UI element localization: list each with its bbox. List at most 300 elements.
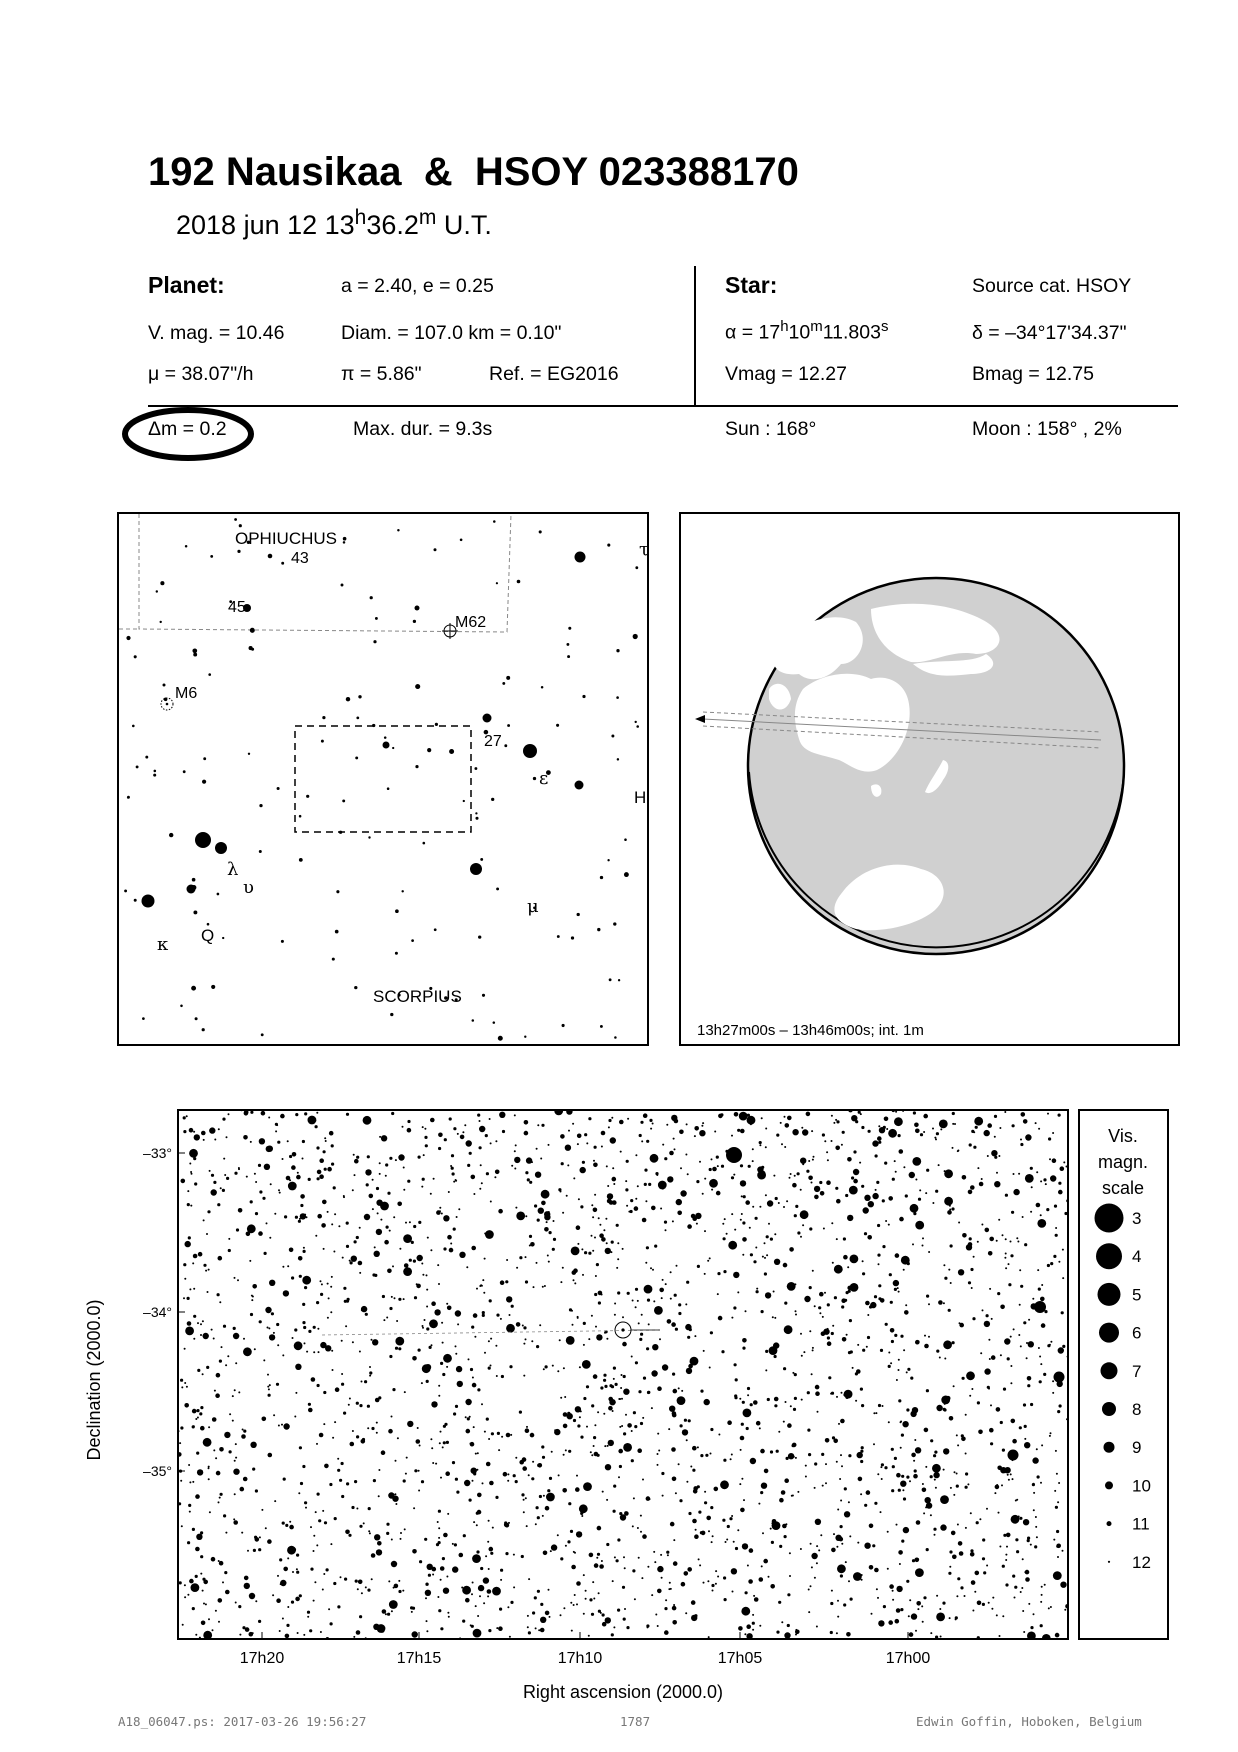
field-star bbox=[189, 1579, 194, 1584]
finder-star bbox=[496, 887, 499, 890]
field-star bbox=[677, 1211, 682, 1216]
field-star bbox=[672, 1373, 675, 1376]
planet-parallax: π = 5.86" bbox=[341, 363, 422, 385]
field-star bbox=[523, 1511, 525, 1513]
field-star bbox=[914, 1469, 917, 1472]
field-star bbox=[295, 1113, 298, 1116]
field-star bbox=[603, 1413, 605, 1415]
field-star bbox=[218, 1501, 220, 1503]
field-star bbox=[640, 1515, 642, 1517]
field-star bbox=[657, 1433, 659, 1435]
field-star bbox=[286, 1176, 291, 1181]
planet-motion: μ = 38.07"/h bbox=[148, 363, 254, 385]
field-star bbox=[808, 1453, 811, 1456]
field-star bbox=[573, 1279, 575, 1281]
field-star bbox=[951, 1531, 956, 1536]
field-star bbox=[303, 1326, 306, 1329]
field-star bbox=[1030, 1167, 1033, 1170]
legend-magnitude-label: 5 bbox=[1132, 1285, 1142, 1305]
field-star bbox=[1062, 1550, 1064, 1552]
finder-star bbox=[160, 621, 162, 623]
field-star bbox=[901, 1475, 904, 1478]
field-star bbox=[319, 1174, 324, 1179]
field-star bbox=[514, 1114, 516, 1116]
field-star bbox=[1059, 1404, 1062, 1407]
finder-star bbox=[571, 936, 574, 939]
field-star bbox=[455, 1405, 458, 1408]
field-star bbox=[183, 1297, 185, 1299]
field-star bbox=[698, 1558, 700, 1560]
field-star bbox=[831, 1222, 833, 1224]
finder-star bbox=[336, 890, 339, 893]
field-star bbox=[794, 1214, 797, 1217]
field-star bbox=[250, 1594, 252, 1596]
field-star bbox=[655, 1614, 657, 1616]
field-star bbox=[717, 1293, 719, 1295]
legend-magnitude-label: 12 bbox=[1132, 1552, 1151, 1572]
field-star bbox=[915, 1179, 917, 1181]
field-star bbox=[1013, 1173, 1015, 1175]
field-star bbox=[935, 1190, 938, 1193]
field-star bbox=[685, 1612, 687, 1614]
field-star bbox=[653, 1551, 655, 1553]
field-star bbox=[637, 1448, 642, 1453]
finder-star bbox=[191, 986, 196, 991]
field-star bbox=[753, 1400, 758, 1405]
field-star bbox=[948, 1344, 950, 1346]
field-star bbox=[1035, 1516, 1037, 1518]
field-star bbox=[770, 1584, 775, 1589]
field-star bbox=[521, 1555, 524, 1558]
field-star bbox=[376, 1432, 378, 1434]
field-star bbox=[278, 1189, 280, 1191]
field-star bbox=[523, 1343, 525, 1345]
field-star bbox=[625, 1414, 627, 1416]
field-star bbox=[417, 1255, 423, 1261]
field-star bbox=[282, 1266, 284, 1268]
field-star bbox=[1050, 1432, 1052, 1434]
field-star bbox=[272, 1594, 274, 1596]
field-star bbox=[361, 1592, 363, 1594]
field-star bbox=[220, 1187, 222, 1189]
field-star bbox=[523, 1499, 525, 1501]
field-star bbox=[847, 1157, 852, 1162]
field-star bbox=[952, 1112, 955, 1115]
field-star bbox=[328, 1608, 330, 1610]
dec-tick-label: –34° bbox=[143, 1304, 172, 1320]
field-star bbox=[1002, 1449, 1005, 1452]
field-star bbox=[289, 1248, 294, 1253]
field-star bbox=[218, 1598, 223, 1603]
field-star bbox=[744, 1633, 746, 1635]
field-star bbox=[860, 1388, 863, 1391]
field-star bbox=[637, 1185, 639, 1187]
finder-star bbox=[504, 744, 507, 747]
field-star bbox=[576, 1581, 581, 1586]
field-star bbox=[704, 1491, 706, 1493]
field-star bbox=[387, 1613, 390, 1616]
field-star bbox=[268, 1394, 271, 1397]
field-star bbox=[1001, 1484, 1003, 1486]
field-star bbox=[722, 1519, 725, 1522]
field-star bbox=[386, 1226, 389, 1229]
field-star bbox=[606, 1499, 608, 1501]
field-star bbox=[588, 1117, 591, 1120]
field-star bbox=[456, 1491, 459, 1494]
field-star bbox=[764, 1257, 766, 1259]
field-star bbox=[949, 1416, 954, 1421]
star-field-chart bbox=[60, 1090, 1180, 1720]
field-star bbox=[326, 1568, 329, 1571]
finder-star bbox=[482, 994, 485, 997]
field-star bbox=[725, 1541, 727, 1543]
field-star bbox=[1005, 1559, 1007, 1561]
field-star bbox=[186, 1115, 188, 1117]
field-star bbox=[1000, 1421, 1003, 1424]
field-star bbox=[259, 1320, 262, 1323]
field-star bbox=[542, 1456, 545, 1459]
field-star bbox=[598, 1301, 601, 1304]
field-star bbox=[1062, 1345, 1065, 1348]
field-star bbox=[699, 1161, 701, 1163]
field-star bbox=[590, 1451, 592, 1453]
field-star bbox=[645, 1200, 647, 1202]
field-star bbox=[765, 1146, 767, 1148]
field-star bbox=[816, 1545, 818, 1547]
field-star bbox=[662, 1364, 668, 1370]
field-star bbox=[1012, 1478, 1014, 1480]
finder-chart-canvas bbox=[119, 514, 647, 1044]
field-star bbox=[337, 1458, 339, 1460]
field-star bbox=[322, 1510, 324, 1512]
field-star bbox=[888, 1129, 897, 1138]
field-star bbox=[304, 1501, 307, 1504]
field-star bbox=[218, 1256, 223, 1261]
field-star bbox=[302, 1465, 305, 1468]
field-star bbox=[568, 1130, 570, 1132]
field-star bbox=[853, 1179, 858, 1184]
field-star bbox=[346, 1222, 349, 1225]
field-star bbox=[914, 1209, 916, 1211]
field-star bbox=[313, 1600, 315, 1602]
field-star bbox=[423, 1154, 425, 1156]
field-star bbox=[287, 1140, 289, 1142]
field-star bbox=[425, 1364, 431, 1370]
field-star bbox=[635, 1198, 637, 1200]
field-star bbox=[670, 1298, 672, 1300]
finder-star bbox=[507, 724, 510, 727]
field-star bbox=[608, 1440, 614, 1446]
field-star bbox=[546, 1221, 548, 1223]
field-star bbox=[1058, 1190, 1063, 1195]
field-star bbox=[505, 1280, 508, 1283]
field-star bbox=[439, 1210, 441, 1212]
field-star bbox=[923, 1131, 925, 1133]
field-star bbox=[700, 1454, 703, 1457]
field-star bbox=[389, 1600, 398, 1609]
star-ra-h: h bbox=[780, 318, 789, 335]
field-star bbox=[294, 1416, 296, 1418]
field-star bbox=[495, 1170, 500, 1175]
field-star bbox=[673, 1389, 678, 1394]
field-star bbox=[505, 1523, 510, 1528]
field-star bbox=[996, 1614, 998, 1616]
field-star bbox=[1056, 1473, 1058, 1475]
field-star bbox=[717, 1576, 719, 1578]
field-star bbox=[381, 1135, 387, 1141]
field-star bbox=[600, 1386, 603, 1389]
field-star bbox=[418, 1490, 420, 1492]
field-star bbox=[223, 1514, 226, 1517]
field-star bbox=[281, 1424, 283, 1426]
field-star bbox=[907, 1262, 910, 1265]
field-star bbox=[448, 1191, 450, 1193]
field-star bbox=[394, 1297, 396, 1299]
field-star bbox=[676, 1199, 682, 1205]
field-star bbox=[670, 1522, 675, 1527]
field-star bbox=[617, 1242, 619, 1244]
field-star bbox=[571, 1565, 576, 1570]
field-star bbox=[967, 1483, 969, 1485]
field-star bbox=[347, 1298, 350, 1301]
field-star bbox=[718, 1434, 720, 1436]
finder-star bbox=[413, 620, 416, 623]
field-star bbox=[440, 1566, 445, 1571]
legend-magnitude-label: 8 bbox=[1132, 1400, 1142, 1419]
field-star bbox=[1060, 1582, 1066, 1588]
field-star bbox=[687, 1224, 692, 1229]
field-star bbox=[968, 1281, 971, 1284]
field-star bbox=[439, 1207, 441, 1209]
field-star bbox=[310, 1568, 313, 1571]
field-star bbox=[451, 1167, 454, 1170]
field-star bbox=[697, 1446, 699, 1448]
field-star bbox=[779, 1545, 782, 1548]
field-star bbox=[560, 1397, 562, 1399]
field-star bbox=[1054, 1490, 1056, 1492]
field-star bbox=[975, 1571, 980, 1576]
field-star bbox=[238, 1167, 240, 1169]
field-star bbox=[986, 1508, 988, 1510]
field-star bbox=[613, 1510, 616, 1513]
field-star bbox=[752, 1206, 754, 1208]
field-star bbox=[1032, 1298, 1034, 1300]
field-star bbox=[359, 1351, 361, 1353]
finder-star bbox=[435, 723, 438, 726]
field-star bbox=[208, 1467, 210, 1469]
finder-star bbox=[493, 520, 496, 523]
field-star bbox=[939, 1357, 941, 1359]
finder-star bbox=[192, 878, 196, 882]
field-star bbox=[961, 1434, 964, 1437]
field-star bbox=[273, 1414, 275, 1416]
field-star bbox=[577, 1143, 579, 1145]
field-star bbox=[333, 1251, 335, 1253]
star-label-kappa: κ bbox=[157, 934, 169, 955]
field-star bbox=[1055, 1633, 1060, 1638]
field-star bbox=[200, 1334, 202, 1336]
field-star bbox=[344, 1300, 347, 1303]
field-star bbox=[426, 1327, 429, 1330]
field-star bbox=[456, 1366, 462, 1372]
field-star bbox=[888, 1224, 890, 1226]
field-star bbox=[541, 1190, 550, 1199]
field-star bbox=[189, 1149, 198, 1158]
field-star bbox=[660, 1208, 662, 1210]
field-star bbox=[244, 1111, 249, 1116]
field-star bbox=[1055, 1227, 1057, 1229]
field-star bbox=[524, 1122, 526, 1124]
field-star bbox=[595, 1275, 597, 1277]
field-star bbox=[466, 1429, 471, 1434]
field-star bbox=[443, 1425, 446, 1428]
field-star bbox=[652, 1269, 654, 1271]
field-star bbox=[543, 1551, 548, 1556]
field-star bbox=[1005, 1194, 1008, 1197]
field-star bbox=[770, 1450, 773, 1453]
field-star bbox=[694, 1335, 696, 1337]
field-star bbox=[348, 1534, 351, 1537]
field-star bbox=[550, 1550, 552, 1552]
field-star bbox=[473, 1521, 475, 1523]
field-star bbox=[848, 1580, 850, 1582]
finder-star bbox=[332, 958, 335, 961]
field-star bbox=[878, 1284, 881, 1287]
field-star bbox=[709, 1168, 712, 1171]
field-star bbox=[393, 1216, 395, 1218]
finder-star bbox=[480, 858, 483, 861]
field-star bbox=[291, 1601, 294, 1604]
field-star bbox=[692, 1519, 697, 1524]
field-star bbox=[594, 1146, 597, 1149]
field-star bbox=[302, 1140, 305, 1143]
field-star bbox=[1040, 1601, 1042, 1603]
field-star bbox=[994, 1115, 997, 1118]
field-star bbox=[764, 1242, 766, 1244]
field-star bbox=[592, 1250, 594, 1252]
field-star bbox=[471, 1625, 474, 1628]
field-star bbox=[333, 1186, 336, 1189]
field-star bbox=[583, 1322, 586, 1325]
field-star bbox=[414, 1296, 417, 1299]
field-star bbox=[597, 1553, 600, 1556]
field-star bbox=[814, 1305, 816, 1307]
field-star bbox=[219, 1301, 221, 1303]
field-star bbox=[887, 1568, 889, 1570]
field-star bbox=[621, 1374, 623, 1376]
field-star bbox=[784, 1325, 793, 1334]
field-star bbox=[814, 1577, 816, 1579]
field-star bbox=[749, 1548, 754, 1553]
field-star bbox=[490, 1552, 493, 1555]
field-star bbox=[970, 1185, 975, 1190]
field-star bbox=[837, 1600, 839, 1602]
field-star bbox=[352, 1189, 354, 1191]
field-star bbox=[591, 1204, 593, 1206]
field-star bbox=[591, 1404, 594, 1407]
field-star bbox=[752, 1622, 755, 1625]
field-star bbox=[638, 1322, 640, 1324]
field-star bbox=[619, 1512, 622, 1515]
field-star bbox=[477, 1388, 480, 1391]
field-star bbox=[457, 1133, 459, 1135]
field-star bbox=[457, 1323, 459, 1325]
field-star bbox=[208, 1478, 210, 1480]
field-star bbox=[869, 1524, 874, 1529]
field-star bbox=[802, 1224, 804, 1226]
field-star bbox=[1040, 1482, 1042, 1484]
field-star bbox=[280, 1114, 285, 1119]
field-star bbox=[378, 1495, 380, 1497]
field-star bbox=[356, 1630, 361, 1635]
field-star bbox=[752, 1160, 754, 1162]
field-star bbox=[1027, 1376, 1032, 1381]
field-star bbox=[483, 1292, 485, 1294]
field-star bbox=[594, 1293, 597, 1296]
field-star bbox=[759, 1144, 761, 1146]
field-star bbox=[774, 1404, 777, 1407]
field-star bbox=[489, 1547, 494, 1552]
field-star bbox=[584, 1133, 587, 1136]
field-star bbox=[944, 1277, 947, 1280]
field-star bbox=[977, 1636, 980, 1639]
field-star bbox=[465, 1399, 471, 1405]
field-star bbox=[811, 1130, 813, 1132]
field-star bbox=[611, 1385, 614, 1388]
field-star bbox=[591, 1613, 594, 1616]
field-star bbox=[1040, 1363, 1042, 1365]
field-star bbox=[551, 1544, 557, 1550]
field-star bbox=[885, 1220, 887, 1222]
field-star bbox=[785, 1123, 790, 1128]
field-star bbox=[323, 1573, 325, 1575]
field-star bbox=[205, 1603, 207, 1605]
field-star bbox=[759, 1625, 761, 1627]
field-star bbox=[923, 1512, 925, 1514]
field-star bbox=[530, 1433, 535, 1438]
field-star bbox=[468, 1358, 470, 1360]
field-star bbox=[860, 1493, 862, 1495]
field-star bbox=[883, 1126, 886, 1129]
field-star bbox=[361, 1309, 363, 1311]
field-star bbox=[563, 1367, 565, 1369]
field-star bbox=[960, 1586, 963, 1589]
field-star bbox=[437, 1264, 439, 1266]
field-star bbox=[1027, 1384, 1030, 1387]
field-star bbox=[1050, 1262, 1053, 1265]
field-star bbox=[438, 1510, 441, 1513]
field-star bbox=[607, 1199, 612, 1204]
field-star bbox=[1020, 1345, 1022, 1347]
field-star bbox=[622, 1248, 624, 1250]
field-star bbox=[790, 1405, 792, 1407]
field-star bbox=[531, 1340, 533, 1342]
field-star bbox=[794, 1397, 797, 1400]
finder-star bbox=[577, 913, 580, 916]
field-star bbox=[619, 1120, 624, 1125]
ra-tick-label: 17h15 bbox=[396, 1650, 442, 1667]
field-star bbox=[755, 1247, 757, 1249]
field-star bbox=[582, 1360, 591, 1369]
field-star bbox=[440, 1627, 443, 1630]
field-star bbox=[978, 1430, 983, 1435]
field-star bbox=[378, 1469, 380, 1471]
field-star bbox=[273, 1332, 275, 1334]
field-star bbox=[400, 1538, 402, 1540]
field-star bbox=[179, 1442, 181, 1444]
field-star bbox=[214, 1390, 216, 1392]
field-star bbox=[357, 1588, 359, 1590]
